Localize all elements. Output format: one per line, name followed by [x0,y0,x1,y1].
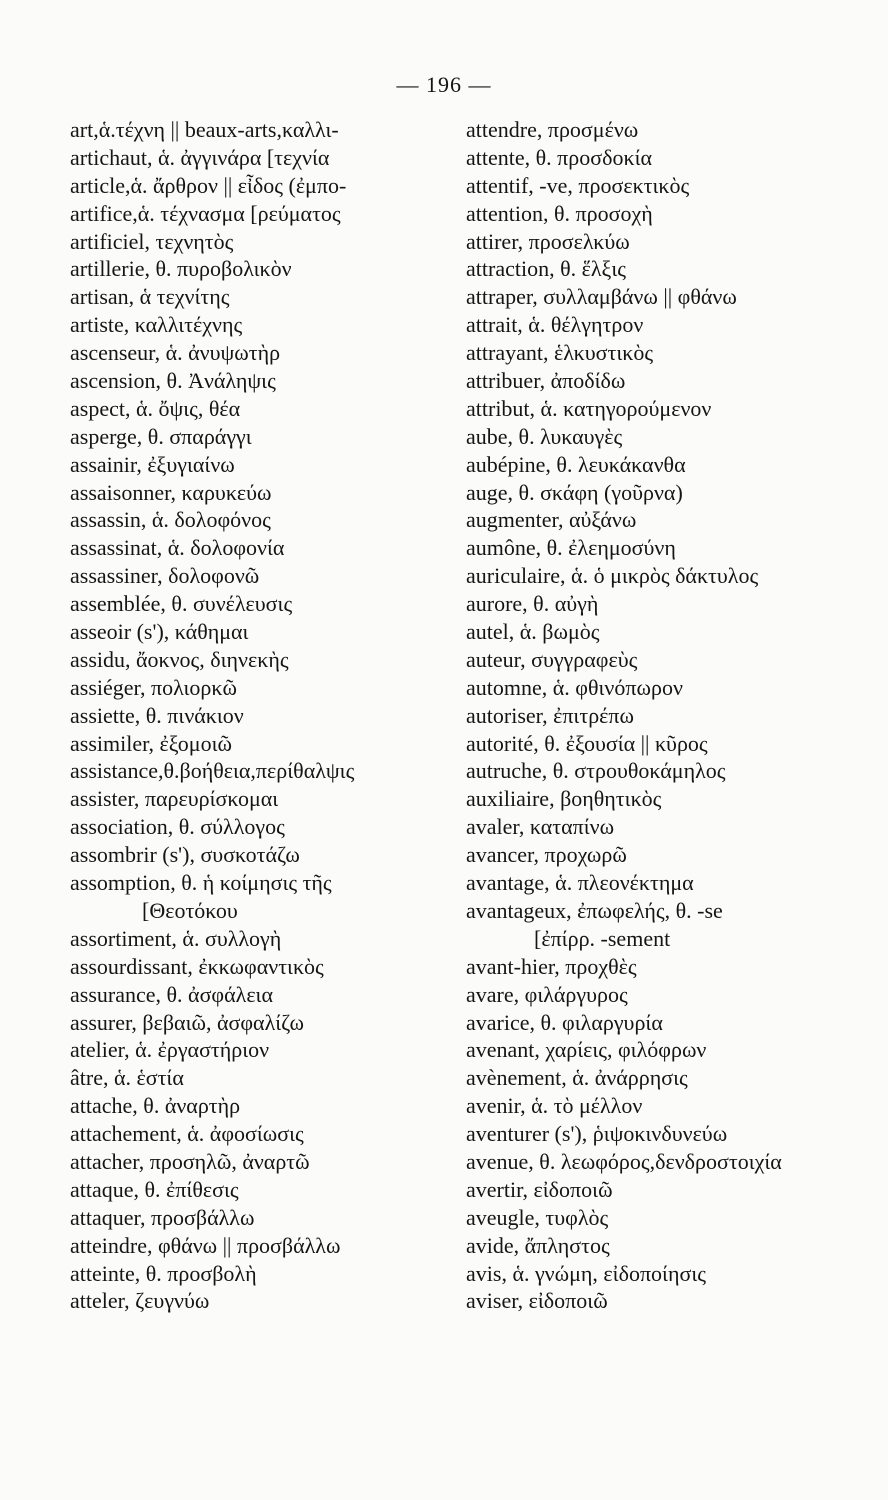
entry: attribut, ἁ. κατηγορούμενον [466,395,712,421]
entry: article,ἁ. ἄρθρον || εἶδος (ἐμπο- [70,172,347,198]
entry: assainir, ἐξυγιαίνω [70,451,235,477]
entry: avantage, ἁ. πλεονέκτημα [466,870,694,896]
entry: assourdissant, ἐκκωφαντικὸς [70,953,324,979]
entry: ascension, θ. Ἀνάληψις [70,368,276,394]
entry: aventurer (s'), ῥιψοκινδυνεύω [466,1121,728,1147]
entry: attendre, προσμένω [466,117,639,142]
entry: ascenseur, ἁ. ἀνυψωτὴρ [70,340,281,366]
entry: autorité, θ. ἐξουσία || κῦρος [466,730,708,756]
left-column [70,116,470,1315]
entry: artifice,ἁ. τέχνασμα [ρεύματος [70,200,341,226]
entry: assemblée, θ. συνέλευσις [70,591,293,617]
entry: auxiliaire, βοηθητικὸς [466,786,662,812]
entry: assassinat, ἁ. δολοφονία [70,535,285,561]
entry: attaquer, προσβάλλω [70,1204,255,1230]
entry: attraction, θ. ἕλξις [466,256,626,282]
entry: artillerie, θ. πυροβολικὸν [70,256,292,282]
page-number: — 196 — [396,72,492,97]
entry: assurer, βεβαιῶ, ἀσφαλίζω [70,1009,304,1035]
entry: aviser, εἰδοποιῶ [466,1288,608,1314]
entry: attente, θ. προσδοκία [466,144,653,170]
entry: avare, φιλάργυρος [466,981,628,1007]
entry: auge, θ. σκάφη (γοῦρνα) [466,479,683,505]
entry: assassin, ἁ. δολοφόνος [70,507,271,533]
entry: aumône, θ. ἐλεημοσύνη [466,535,676,561]
entry: assortiment, ἁ. συλλογὴ [70,925,282,951]
entry: assidu, ἄοκνος, διηνεκὴς [70,646,289,672]
entry: attache, θ. ἀναρτὴρ [70,1093,241,1119]
entry: avenue, θ. λεωφόρος,δενδροστοιχία [466,1148,782,1174]
entry: attentif, -ve, προσεκτικὸς [466,172,690,198]
entry: attirer, προσελκύω [466,228,630,254]
entry: aurore, θ. αὐγὴ [466,591,599,617]
entry: assimiler, ἐξομοιῶ [70,730,232,756]
entry: âtre, ἁ. ἑστία [70,1065,184,1091]
entry: asperge, θ. σπαράγγι [70,423,252,449]
entry: avaler, καταπίνω [466,814,615,840]
entry: assistance,θ.βοήθεια,περίθαλψις [70,758,355,784]
entry: avide, ἄπληστος [466,1232,610,1258]
entry: automne, ἁ. φθινόπωρον [466,674,683,700]
entry: avis, ἁ. γνώμη, εἰδοποίησις [466,1260,706,1286]
entry: aubépine, θ. λευκάκανθα [466,451,686,477]
entry: attacher, προσηλῶ, ἀναρτῶ [70,1148,310,1174]
entry: attachement, ἁ. ἀφοσίωσις [70,1121,304,1147]
entry: assassiner, δολοφονῶ [70,563,260,589]
entry-continuation: [ἐπίρρ. -sement [534,925,671,951]
entry: attrayant, ἑλκυστικὸς [466,340,654,366]
entry: assiéger, πολιορκῶ [70,674,237,700]
entry: aube, θ. λυκαυγὲς [466,423,623,449]
entry: augmenter, αὐξάνω [466,507,637,533]
entry: attribuer, ἀποδίδω [466,368,626,394]
entry: assomption, θ. ἡ κοίμησις τῆς [70,870,332,896]
entry: art,ἁ.τέχνη || beaux-arts,καλλι- [70,117,339,142]
entry: assister, παρευρίσκομαι [70,786,279,812]
entry: atteinte, θ. προσβολὴ [70,1260,257,1286]
entry: aspect, ἁ. ὄψις, θέα [70,395,241,421]
entry: assaisonner, καρυκεύω [70,479,272,505]
entry: atteler, ζευγνύω [70,1288,210,1314]
entry-continuation: [Θεοτόκου [142,897,238,923]
entry: artificiel, τεχνητὸς [70,228,234,254]
entry: avancer, προχωρῶ [466,842,627,868]
entry: attrait, ἁ. θέλγητρον [466,312,644,338]
entry: association, θ. σύλλογος [70,814,285,840]
entry: assurance, θ. ἀσφάλεια [70,981,274,1007]
entry: atelier, ἁ. ἐργαστήριον [70,1037,270,1063]
entry: assombrir (s'), συσκοτάζω [70,842,300,868]
entry: avantageux, ἐπωφελής, θ. -se [466,897,723,923]
entry: avarice, θ. φιλαργυρία [466,1009,663,1035]
entry: auriculaire, ἁ. ὁ μικρὸς δάκτυλος [466,563,759,589]
entry: assiette, θ. πινάκιον [70,702,244,728]
entry: auteur, συγγραφεὺς [466,646,638,672]
entry: autruche, θ. στρουθοκάμηλος [466,758,726,784]
entry: avènement, ἁ. ἀνάρρησις [466,1065,688,1091]
entry: asseoir (s'), κάθημαι [70,619,249,645]
entry: autel, ἁ. βωμὸς [466,619,600,645]
entry: attention, θ. προσοχὴ [466,200,653,226]
entry: attraper, συλλαμβάνω || φθάνω [466,284,737,310]
right-column [466,116,866,1315]
entry: aveugle, τυφλὸς [466,1204,609,1230]
entry: artisan, ἁ τεχνίτης [70,284,230,310]
entry: autoriser, ἐπιτρέπω [466,702,634,728]
entry: artiste, καλλιτέχνης [70,312,243,338]
entry: avenir, ἁ. τὸ μέλλον [466,1093,643,1119]
entry: atteindre, φθάνω || προσβάλλω [70,1232,341,1258]
entry: artichaut, ἁ. ἀγγινάρα [τεχνία [70,144,330,170]
entry: attaque, θ. ἐπίθεσις [70,1176,239,1202]
entry: avertir, εἰδοποιῶ [466,1176,613,1202]
entry: avant-hier, προχθὲς [466,953,637,979]
entry: avenant, χαρίεις, φιλόφρων [466,1037,707,1063]
